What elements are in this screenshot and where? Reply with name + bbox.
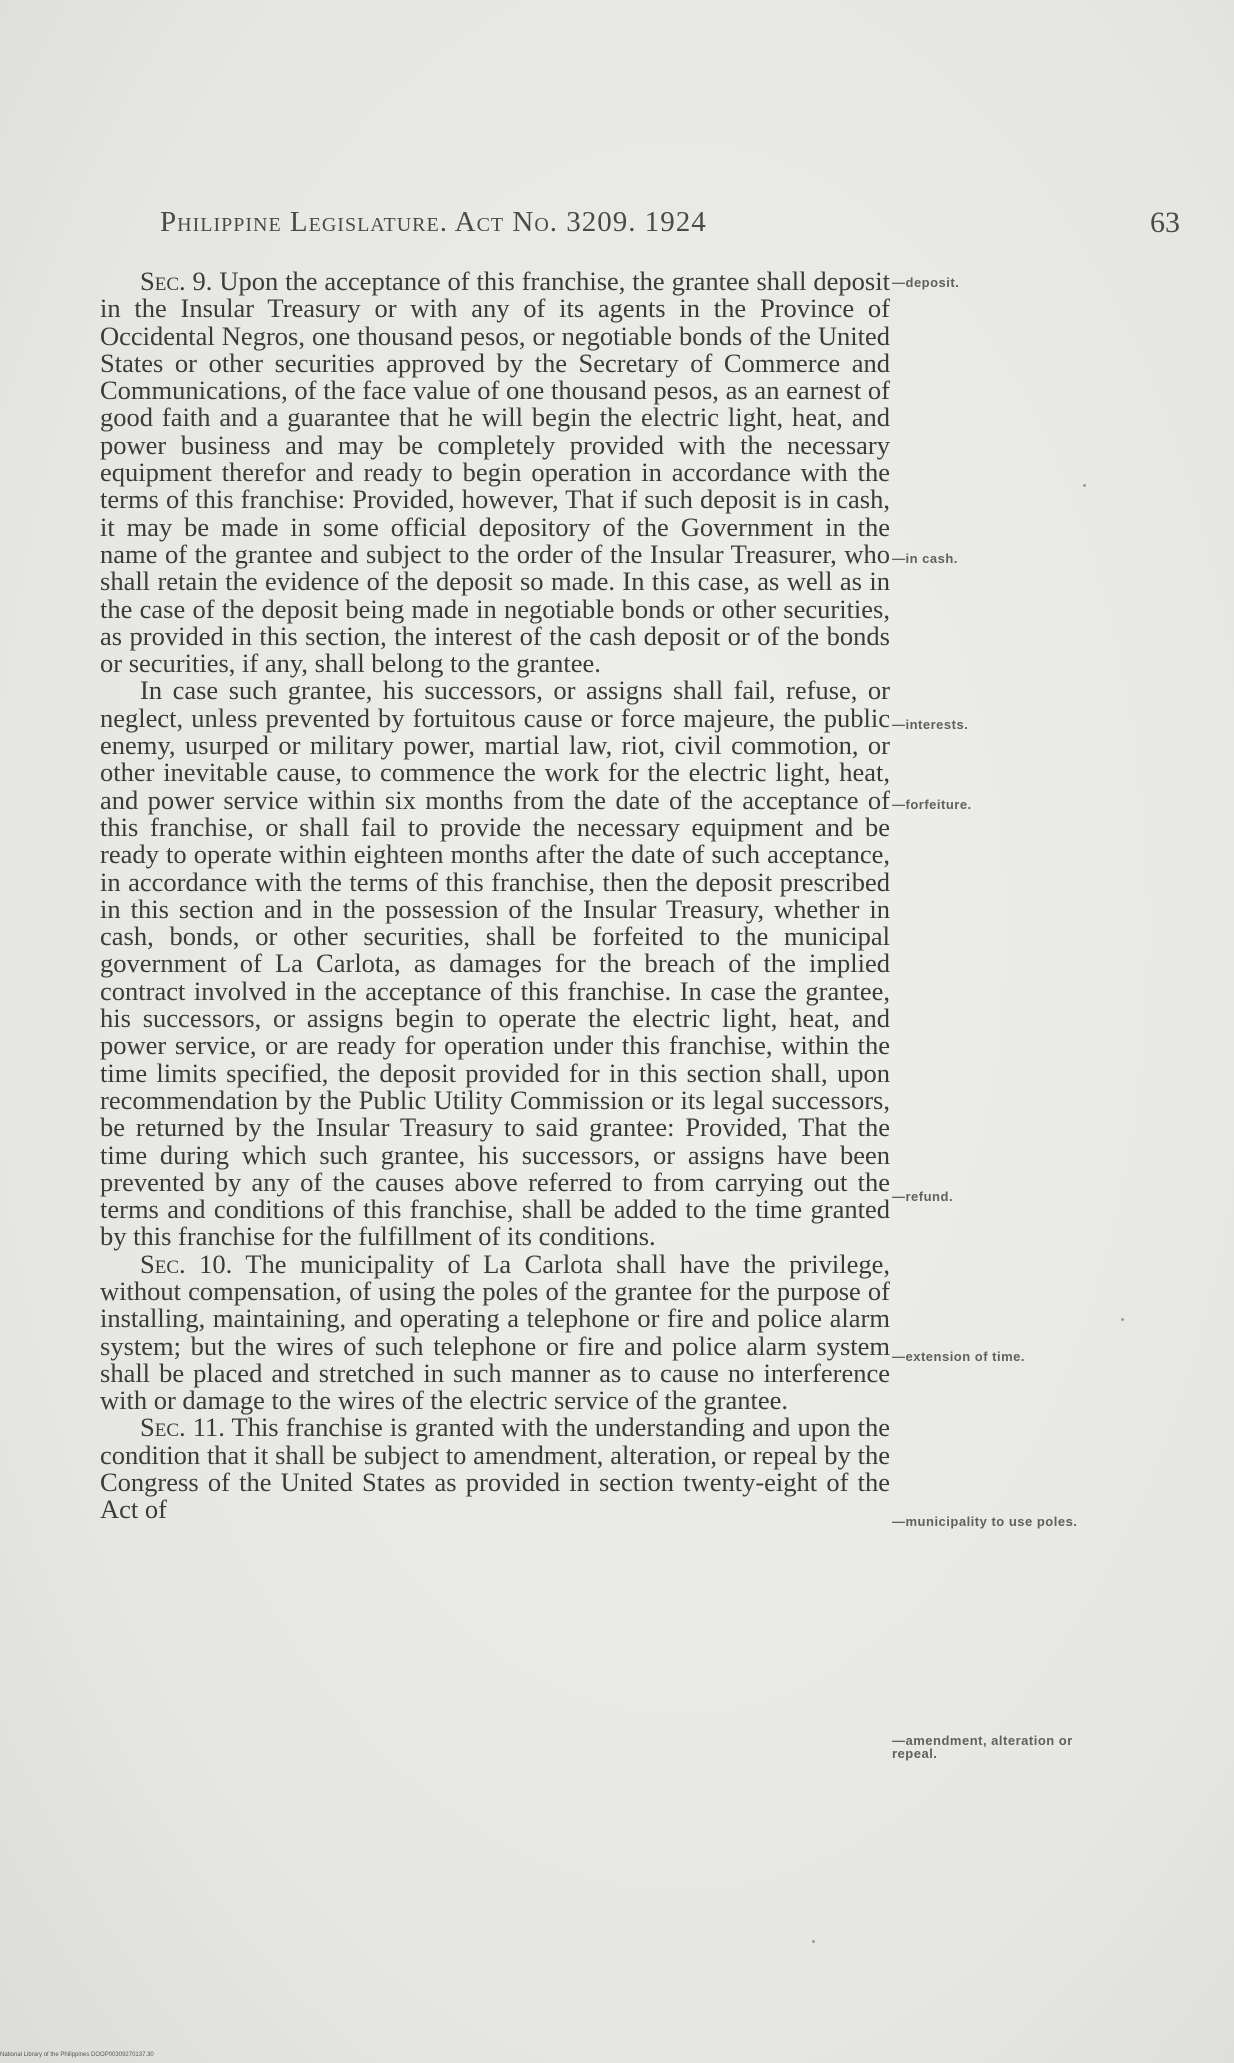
running-head: Philippine Legislature. Act No. 3209. 1924 bbox=[160, 206, 707, 238]
section-10-paragraph bbox=[100, 1248, 890, 1416]
section-9-paragraph bbox=[100, 268, 890, 677]
scan-footer: National Library of the Philippines DOOP00309270137.30 bbox=[0, 2052, 154, 2058]
paper-speck bbox=[1083, 484, 1086, 487]
margin-notes bbox=[892, 0, 1107, 2063]
paragraph-text: In case such grantee, his successors, or assigns shall fail, refuse, or neglect, unless prevented by fortuitous cause or force majeure, the public enemy, usurped or military power, martial law, riot, civil commotion, or other inevitable cause, to commence the work for the electric light, heat, and power service within six months from the date of the acceptance of this franchise, or shall fail to provide the necessary equipment and be ready to operate within eighteen months after the date of such acceptance, in accordance with the terms of this franchise, then the deposit prescribed in this section and in the possession of the Insular Treasury, whether in cash, bonds, or other securities, shall be forfeited to the municipal government of La Carlota, as damages for the breach of the implied contract involved in the acceptance of this franchise. In case the grantee, his successors, or assigns begin to operate the electric light, heat, and power service, or are ready for operation under this franchise, within the time limits specified, the deposit provided for in this section shall, upon recommendation by the Public Utility Commission or its legal successors, be returned by the Insular Treasury to said grantee: Provided, That the time during which such grantee, his successors, or assigns have been prevented by any of the causes above referred to from carrying out the terms and conditions of this franchise, shall be added to the time granted by this franchise for the fulfillment of its conditions. bbox=[100, 675, 890, 1252]
section-label: Sec. 10. bbox=[140, 1248, 233, 1279]
margin-note-forfeiture: —forfeiture. bbox=[892, 797, 972, 812]
margin-note-amendment: —amendment, alteration or repeal. bbox=[892, 1733, 1073, 1761]
margin-note-refund: —refund. bbox=[892, 1189, 954, 1204]
paragraph-text: Upon the acceptance of this franchise, the grantee shall deposit in the Insular Treasury or with any of its agents in the Province of Occidental Negros, one thousand pesos, or negotiable bonds of the United States or other securities approved by the Secretary of Commerce and Communications, of the face value of one thousand pesos, as an earnest of good faith and a guarantee that he will begin the electric light, heat, and power business and may be completely provided with the necessary equipment therefor and ready to begin operation in accordance with the terms of this franchise: Provided, however, That if such deposit is in cash, it may be made in some official depository of the Government in the name of the grantee and subject to the order of the Insular Treasurer, who shall retain the evidence of the deposit so made. In this case, as well as in the case of the deposit being made in negotiable bonds or other securities, as provided in this section, the interest of the cash deposit or of the bonds or securities, if any, shall belong to the grantee. bbox=[100, 266, 890, 679]
margin-note-interests: —interests. bbox=[892, 717, 969, 732]
paragraph-text: This franchise is granted with the understanding and upon the condition that it shall be subject to amendment, alteration, or repeal by the Congress of the United States as provided in section twenty-eight of the Act of bbox=[100, 1412, 890, 1525]
body-text bbox=[100, 268, 890, 1524]
margin-note-municipality-poles: —municipality to use poles. bbox=[892, 1514, 1078, 1529]
section-label: Sec. 11. bbox=[140, 1412, 225, 1443]
page-number: 63 bbox=[1150, 206, 1180, 239]
paragraph-text: The municipality of La Carlota shall have the privilege, without compensation, of using the poles of the grantee for the purpose of installing, maintaining, and operating a telephone or fire and police alarm system; but the wires of such telephone or fire and police alarm system shall be placed and stretched in such manner as to cause no interference with or damage to the wires of the electric service of the grantee. bbox=[100, 1248, 890, 1416]
paper-speck bbox=[812, 1940, 815, 1943]
margin-note-deposit: —deposit. bbox=[892, 275, 960, 290]
margin-note-in-cash: —in cash. bbox=[892, 551, 958, 566]
section-11-paragraph bbox=[100, 1414, 890, 1523]
paper-speck bbox=[1121, 1318, 1124, 1321]
section-label: Sec. 9. bbox=[140, 266, 213, 296]
forfeiture-paragraph bbox=[100, 677, 890, 1250]
margin-note-extension: —extension of time. bbox=[892, 1349, 1026, 1364]
